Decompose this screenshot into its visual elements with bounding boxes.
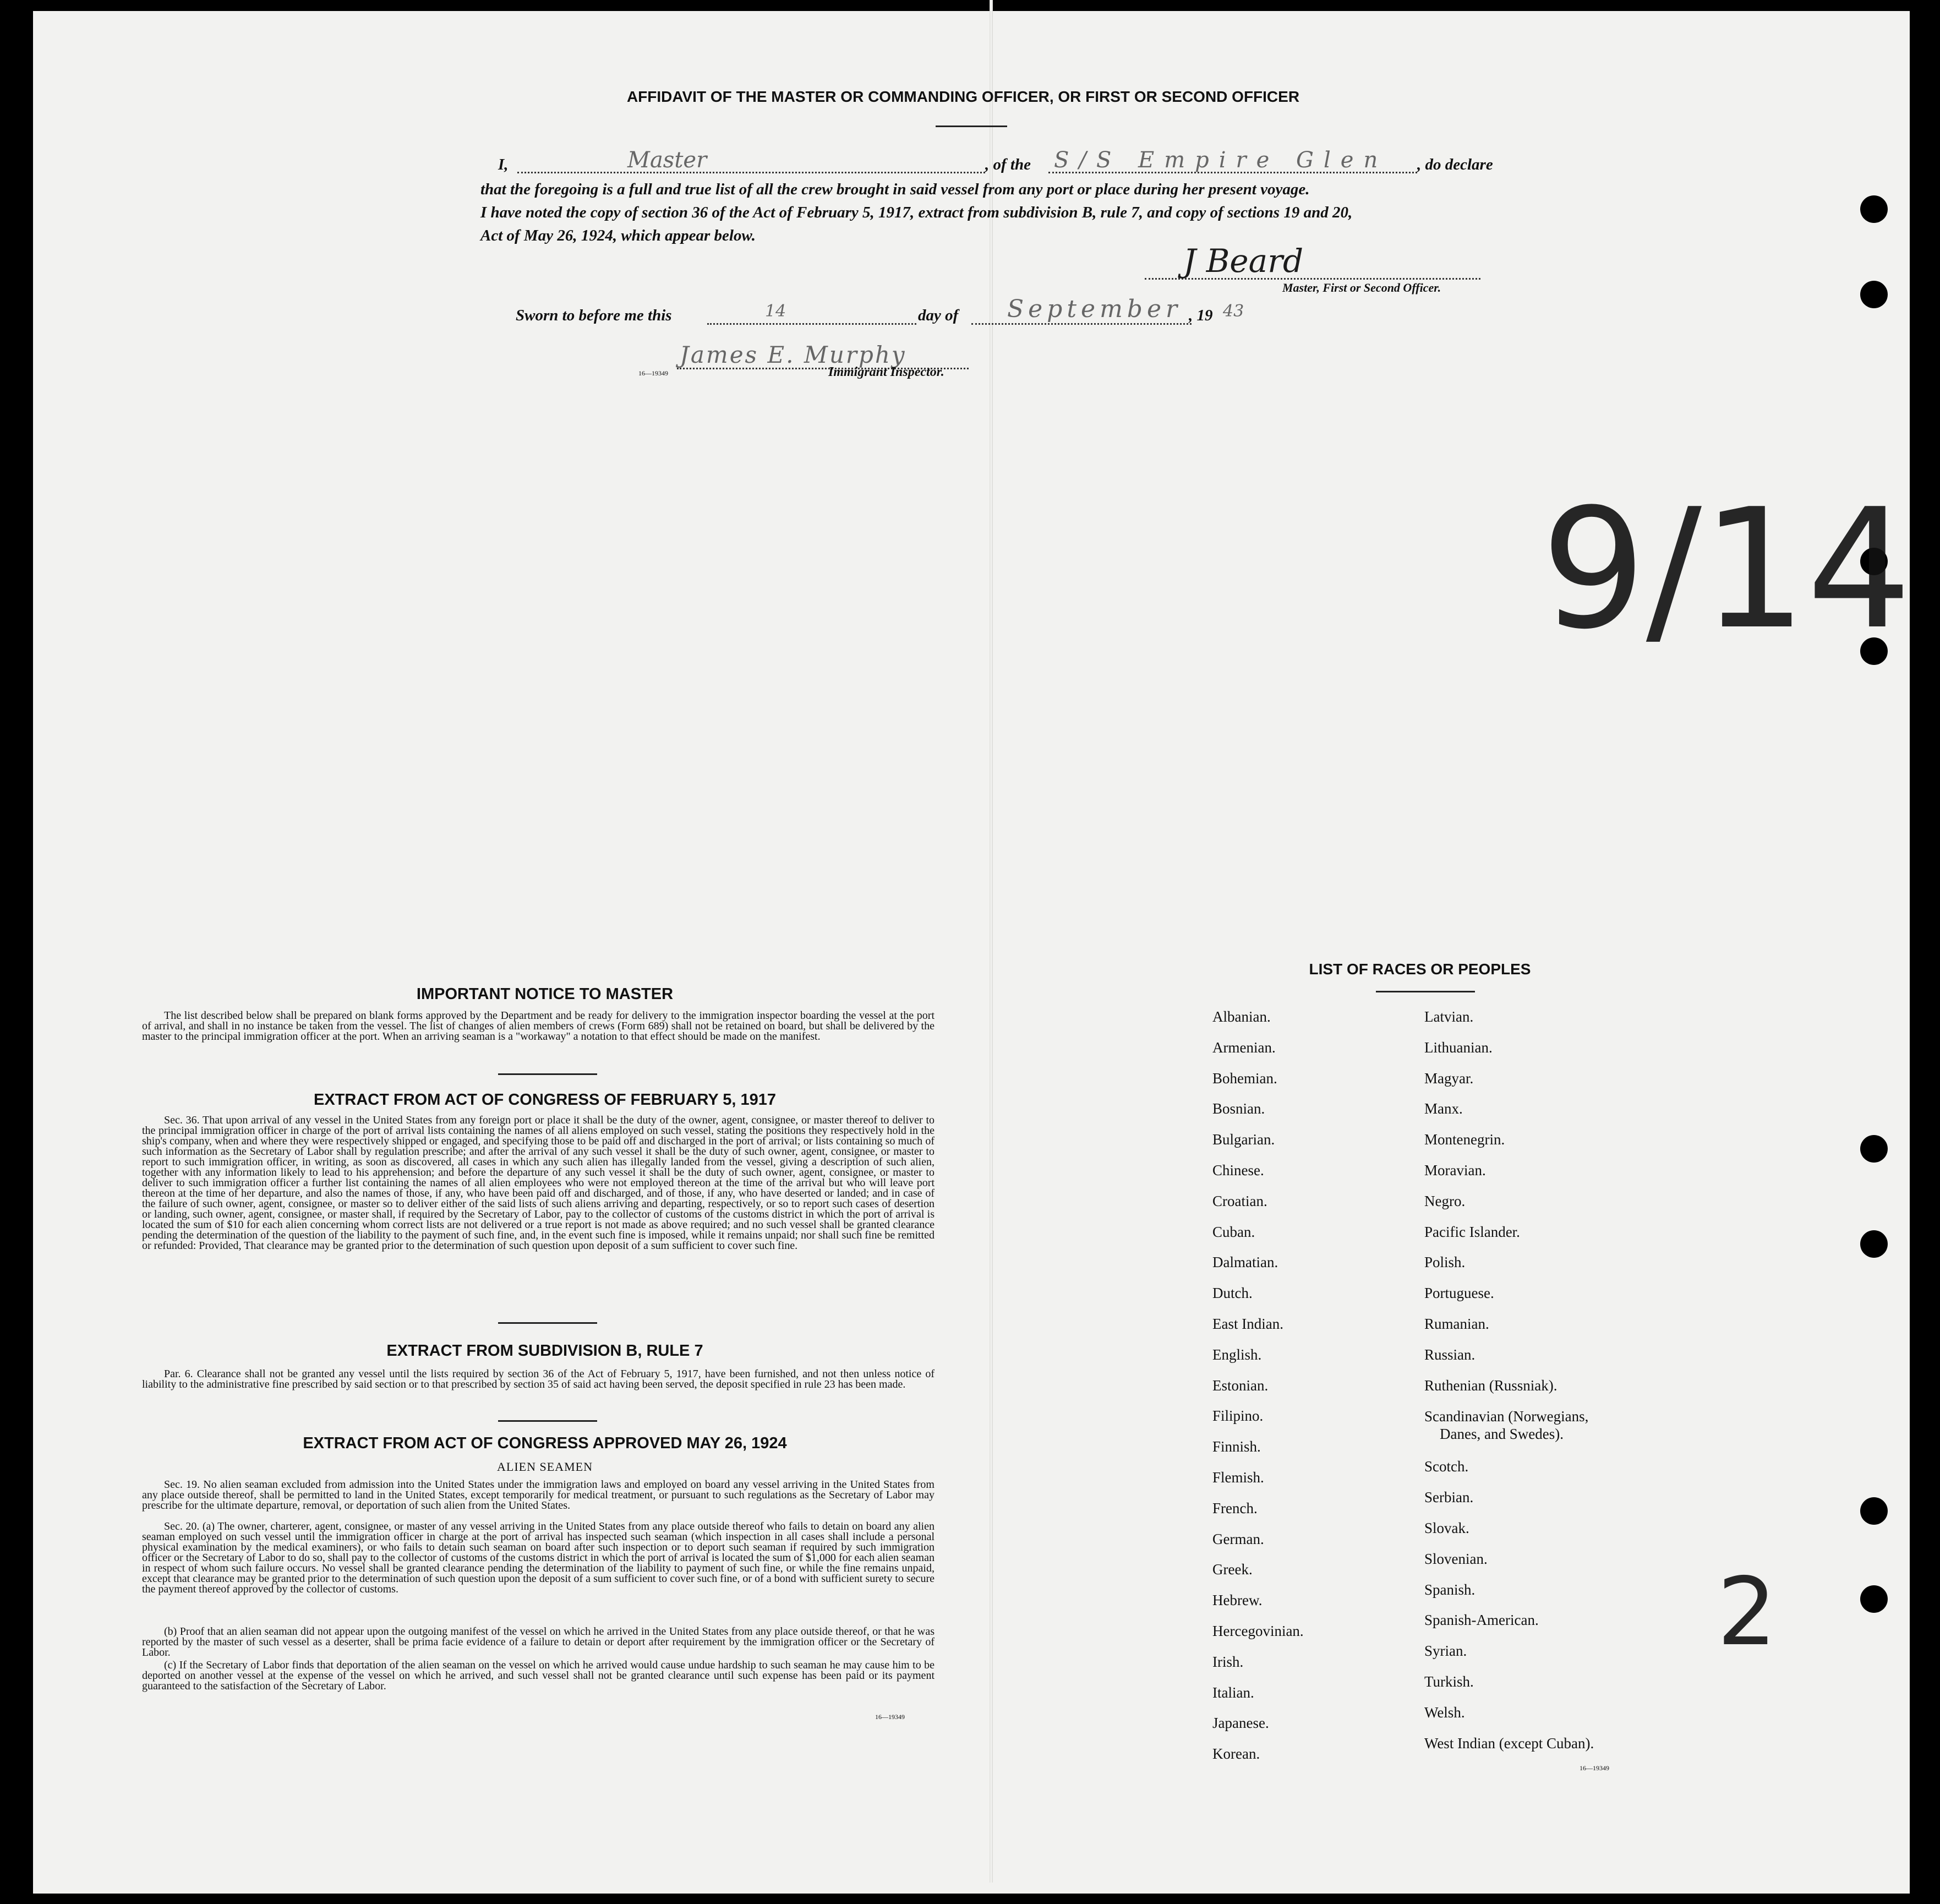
race-item: Lithuanian. [1424, 1039, 1493, 1056]
handwritten-inspector: James E. Murphy [680, 341, 906, 368]
punch-hole [1860, 1230, 1888, 1258]
sworn-day-line [707, 323, 916, 325]
handwritten-day: 14 [765, 302, 786, 321]
affidavit-statement-1: that the foregoing is a full and true list of all the crew brought in said vessel from any port or place during her present voyage. [480, 181, 1310, 198]
race-item: Irish. [1212, 1653, 1244, 1670]
race-item: Italian. [1212, 1684, 1254, 1701]
race-item: Bohemian. [1212, 1070, 1277, 1087]
race-item: Albanian. [1212, 1008, 1271, 1025]
extract-1924-subtitle: ALIEN SEAMEN [497, 1460, 593, 1474]
page-fold [990, 0, 993, 1883]
race-item: Welsh. [1424, 1704, 1465, 1721]
race-item: Cuban. [1212, 1223, 1255, 1240]
divider [498, 1420, 597, 1422]
signature-caption: Master, First or Second Officer. [1282, 281, 1441, 294]
affidavit-title-rule [936, 126, 1007, 127]
races-form-number: 16—19349 [1580, 1764, 1609, 1772]
extract-1917-title: EXTRACT FROM ACT OF CONGRESS OF FEBRUARY 5, 1917 [313, 1091, 777, 1109]
notice-title: IMPORTANT NOTICE TO MASTER [416, 985, 674, 1003]
race-item: Bosnian. [1212, 1100, 1265, 1117]
race-item: Manx. [1424, 1100, 1463, 1117]
handwritten-vessel: S/S Empire Glen [1054, 148, 1388, 173]
race-item: Syrian. [1424, 1643, 1467, 1660]
race-item: Portuguese. [1424, 1285, 1494, 1302]
extract-1917-text: Sec. 36. That upon arrival of any vessel in the United States from any foreign port or place it shall be the duty of the owner, agent, consignee, or master thereof to deliver to the principal immigration officer in charge of the port of arrival lists containing the names of all aliens employed on such vessel, stating the positions they respectively hold in the ship's company, when and where they were respectively shipped or engaged, and specifying those to be paid off and discharged in the port of arrival; or lists containing so much of such information as the Secretary of Labor shall by regulation prescribe; and after the arrival of any such vessel it shall be the duty of such owner, agent, consignee, or master to report to such immigration officer, in writing, as soon as discovered, all cases in which any such alien has illegally landed from the vessel, giving a description of such alien, together with any information likely to lead to his apprehension; and before the departure of any such vessel it shall be the duty of such owner, agent, consignee, or master to deliver to such immigration officer a further list containing the names of all alien employees who were not employed thereon at the time of the arrival but who will leave port thereon at the time of her departure, and also the names of those, if any, who have been paid off and discharged, and of those, if any, who have deserted or landed; and in case of the failure of such owner, agent, consignee, or master so to deliver either of the said lists of such aliens arriving and departing, respectively, or so to report such cases of desertion or landing, such owner, agent, consignee, or master shall, if required by the Secretary of Labor, pay to the collector of customs of the customs district in which the port of arrival is located the sum of $10 for each alien concerning whom correct lists are not delivered or a true report is not made as above required; and no such vessel shall be granted clearance pending the determination of the question of the liability to the payment of such fine, and, in the event such fine is imposed, while it remains unpaid; nor shall such fine be remitted or refunded: Provided, That clearance may be granted prior to the determination of such question upon deposit of a sum sufficient to cover such fine. [142, 1114, 935, 1252]
race-item: English. [1212, 1346, 1262, 1363]
divider [498, 1073, 597, 1075]
race-item: Estonian. [1212, 1377, 1269, 1394]
race-item: Finnish. [1212, 1438, 1261, 1455]
punch-hole [1860, 281, 1888, 308]
race-item: Latvian. [1424, 1008, 1474, 1025]
race-item: Armenian. [1212, 1039, 1276, 1056]
race-item: Serbian. [1424, 1489, 1474, 1506]
races-title: LIST OF RACES OR PEOPLES [1309, 961, 1531, 978]
affidavit-i: I, [498, 156, 509, 173]
sworn-month-line [971, 323, 1192, 325]
extract-rule7-text: Par. 6. Clearance shall not be granted any vessel until the lists required by section 36 of the Act of February 5, 1917, have been furnished, and not then unless notice of liability to the administrative fine prescribed by said section or to that prescribed by section 35 of said act having been served, the deposit specified in rule 23 has been made. [142, 1368, 935, 1390]
extract-form-number: 16—19349 [875, 1713, 905, 1721]
punch-hole [1860, 195, 1888, 223]
race-item: Chinese. [1212, 1161, 1264, 1179]
races-title-rule [1376, 991, 1475, 992]
race-item: Bulgarian. [1212, 1131, 1275, 1148]
affidavit-of-the: , of the [985, 156, 1031, 173]
race-item: Moravian. [1424, 1161, 1486, 1179]
race-item: Hebrew. [1212, 1592, 1263, 1609]
race-item: Hercegovinian. [1212, 1622, 1304, 1639]
master-name-line [517, 172, 985, 173]
extract-rule7-title: EXTRACT FROM SUBDIVISION B, RULE 7 [386, 1342, 703, 1360]
sworn-prefix: Sworn to before me this [516, 307, 672, 324]
punch-hole [1860, 1585, 1888, 1613]
sworn-day-of: day of [918, 307, 959, 324]
race-item: Polish. [1424, 1254, 1466, 1271]
race-item: Montenegrin. [1424, 1131, 1505, 1148]
extract-1924-sec20a: Sec. 20. (a) The owner, charterer, agent, consignee, or master of any vessel arriving in the United States from any place outside thereof who fails to detain on board any alien seaman employed on such vessel until the immigration officer in charge at the port of arrival has inspected such seaman (which inspection in all cases shall include a personal physical examination by the medical examiners), or who fails to detain such seaman on board after such inspection or to deport such seaman if required by such immigration officer or the Secretary of Labor to do so, shall pay to the collector of customs of the customs district in which the port of arrival is located the sum of $1,000 for each alien seaman in respect of whom such failure occurs. No vessel shall be granted clearance pending the determination of the liability to payment of such fine, or while the fine remains unpaid, except that clearance may be granted prior to the determination of such question upon the deposit of a sum sufficient to cover such fine, or of a bond with sufficient surety to secure the payment thereof approved by the collector of customs. [142, 1520, 935, 1595]
race-item: Slovak. [1424, 1519, 1469, 1536]
affidavit-statement-3: Act of May 26, 1924, which appear below. [480, 227, 756, 244]
punch-hole [1860, 1497, 1888, 1525]
punch-hole [1860, 1135, 1888, 1163]
races-column-1 [1212, 1002, 1304, 1770]
affidavit-statement-2: I have noted the copy of section 36 of the Act of February 5, 1917, extract from subdivision B, rule 7, and copy of sections 19 and 20, [480, 204, 1353, 221]
race-item: Spanish. [1424, 1581, 1476, 1598]
race-item: Turkish. [1424, 1673, 1474, 1690]
extract-1924-sec19: Sec. 19. No alien seaman excluded from admission into the United States under the immigration laws and employed on board any vessel arriving in the United States from any place outside thereof, shall be permitted to land in the United States, except temporarily for medical treatment, or pursuant to such regulations as the Secretary of Labor may prescribe for the ultimate departure, removal, or deportation of such alien from the United States. [142, 1479, 935, 1512]
race-item: German. [1212, 1530, 1264, 1547]
race-item: Croatian. [1212, 1192, 1267, 1209]
race-item: West Indian (except Cuban). [1424, 1734, 1594, 1752]
race-item: Korean. [1212, 1745, 1260, 1763]
affidavit-title: AFFIDAVIT OF THE MASTER OR COMMANDING OFFICER, OR FIRST OR SECOND OFFICER [626, 88, 1300, 105]
race-item: Pacific Islander. [1424, 1223, 1520, 1240]
extract-1924-title: EXTRACT FROM ACT OF CONGRESS APPROVED MAY 26, 1924 [303, 1434, 787, 1452]
race-item: East Indian. [1212, 1315, 1283, 1332]
extract-1924-sec20c: (c) If the Secretary of Labor finds that deportation of the alien seaman on the vessel on which he arrived would cause undue hardship to such seaman he may cause him to be deported on another vessel at the expense of the vessel on which he arrived, and such vessel shall not be granted clearance until such expense has been paid or its payment guaranteed to the satisfaction of the Secretary of Labor. [142, 1659, 935, 1692]
document-page [33, 11, 1910, 1894]
handwritten-mark-2: 2 [1717, 1558, 1777, 1667]
race-item: Spanish-American. [1424, 1612, 1539, 1629]
race-item: Dutch. [1212, 1285, 1253, 1302]
race-item: Scandinavian (Norwegians, [1424, 1408, 1589, 1425]
race-item: Russian. [1424, 1346, 1476, 1363]
handwritten-month: September [1007, 295, 1182, 323]
affidavit-do-declare: , do declare [1417, 156, 1493, 173]
race-item: Slovenian. [1424, 1550, 1488, 1567]
race-item: Danes, and Swedes). [1440, 1426, 1564, 1443]
race-item: Japanese. [1212, 1715, 1269, 1732]
race-item: Dalmatian. [1212, 1254, 1278, 1271]
handwritten-master: Master [627, 148, 707, 173]
handwritten-year: 43 [1223, 302, 1244, 321]
sworn-year-prefix: , 19 [1189, 307, 1213, 324]
race-item: Filipino. [1212, 1407, 1264, 1425]
race-item: Ruthenian (Russniak). [1424, 1377, 1558, 1394]
handwritten-signature: J Beard [1183, 242, 1304, 280]
race-item: Rumanian. [1424, 1315, 1489, 1332]
handwritten-mark-9-14: 9/14 [1541, 473, 1912, 665]
inspector-caption: Immigrant Inspector. [828, 365, 944, 379]
race-item: Negro. [1424, 1192, 1466, 1209]
race-item: Scotch. [1424, 1458, 1469, 1475]
races-column-2 [1424, 1002, 1594, 1759]
divider [498, 1322, 597, 1324]
race-item: Flemish. [1212, 1469, 1264, 1486]
race-item: Magyar. [1424, 1070, 1474, 1087]
race-item: Greek. [1212, 1561, 1253, 1578]
notice-text: The list described below shall be prepared on blank forms approved by the Department and be ready for delivery to the immigration inspector boarding the vessel at the port of arrival, and shall in no instance be taken from the vessel. The list of changes of alien members of crews (Form 689) shall not be retained on board, but shall be delivered by the master to the principal immigration officer at the port. When an arriving seaman is a "workaway" a notation to that effect should be made on the manifest. [142, 1010, 935, 1043]
affidavit-form-number: 16—19349 [638, 369, 668, 377]
race-item: French. [1212, 1499, 1258, 1516]
extract-1924-sec20b: (b) Proof that an alien seaman did not appear upon the outgoing manifest of the vessel on which he arrived in the United States from any place outside thereof, or that he was reported by the master of such vessel as a deserter, shall be prima facie evidence of a failure to detain or deport after requirement by the immigration officer or the Secretary of Labor. [142, 1625, 935, 1659]
